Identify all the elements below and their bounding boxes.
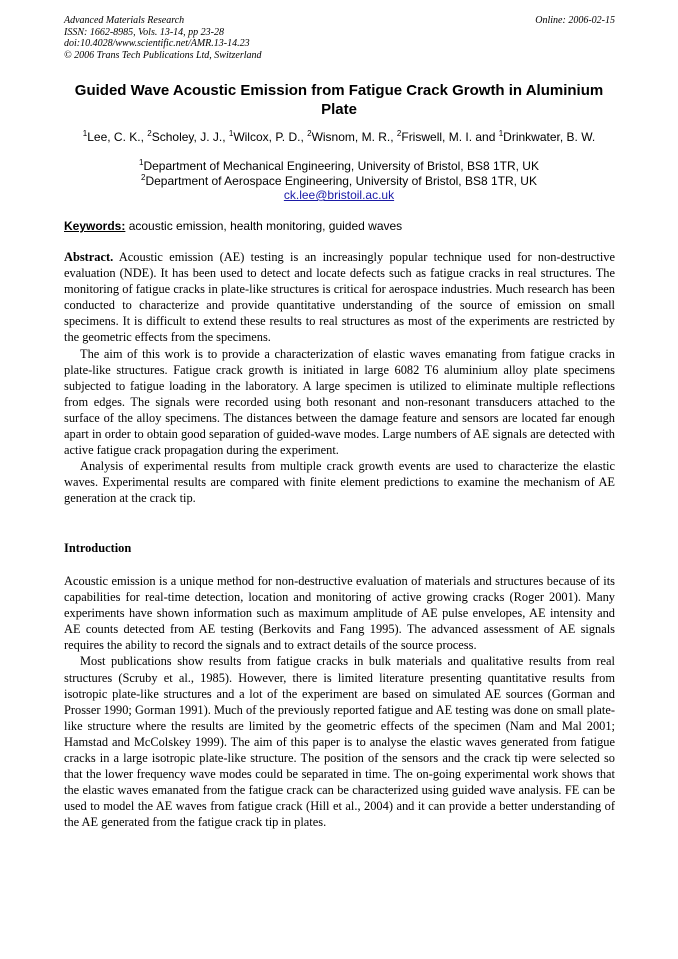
doi-line: doi:10.4028/www.scientific.net/AMR.13-14.23 — [64, 38, 250, 49]
author — [307, 130, 397, 144]
section-heading-introduction: Introduction — [64, 541, 132, 555]
author-affil-marker: 2 — [307, 129, 312, 138]
affiliations — [64, 159, 614, 203]
author — [229, 130, 307, 144]
journal-name: Advanced Materials Research — [64, 15, 185, 26]
author-name: Wilcox, P. D., — [233, 130, 308, 144]
affiliation-text: Department of Aerospace Engineering, University of Bristol, BS8 1TR, UK — [145, 173, 537, 188]
abstract-text: Acoustic emission (AE) testing is an increasingly popular technique used for non-destructive evaluation (NDE). It has been used to detect and locate defects such as fatigue cracks in real structures. The monitoring of fatigue cracks in plate-like structures is critical for aerospace industries. Much research has been conducted to characterize and provide quantitative understanding of the source of emission on small specimens. It is difficult to extend these results to real structures as most of the experiments are restricted by the geometric effects from the specimens. — [64, 250, 615, 345]
intro-paragraph: Acoustic emission is a unique method for non-destructive evaluation of materials and structures because of its capabilities for real-time detection, location and monitoring of active growing cracks (Roger 2001). Many experiments have shown information such as maximum amplitude of AE pulse envelopes, AE intensity and AE counts detected from AE testing (Berkovits and Fang 1995). The advanced assessment of AE signals requires the ability to record the signals and to extract details of the source process. — [64, 574, 615, 653]
author-affil-marker: 1 — [82, 129, 88, 138]
header-left — [64, 15, 262, 61]
email-link[interactable]: ck.lee@bristoil.ac.uk — [283, 188, 395, 202]
abstract-section — [64, 249, 615, 507]
intro-paragraph: Most publications show results from fatigue cracks in bulk materials and qualitative results from real structures (Scruby et al., 1985). However, there is limited literature presenting quantitative results from isotropic plate-like structures and a lot of the experiment are based on simulated AE sources (Gorman and Prosser 1990; Gorman 1991). Much of the previously reported fatigue and AE testing was done on small plate-like structure where the results are limited by the geometric effects of the specimen (Nam and Mal 2001; Hamstad and McColskey 1999). The aim of this paper is to analyse the elastic waves generated from fatigue cracks in a large isotropic plate-like structure. The position of the sensors and the crack tip were selected so that the lower frequency wave modes could be separated in time. The on-going experimental work shows that the elastic waves emanated from the fatigue crack can be characterized using guided wave analysis. FE can be used to model the AE waves from fatigue crack (Hill et al., 2004) and it can provide a better understanding of the AE generated from the fatigue crack tip in plates. — [64, 654, 615, 830]
abstract-label: Abstract. — [64, 250, 114, 264]
author-name: Wisnom, M. R., — [311, 130, 397, 144]
affiliation-marker: 2 — [141, 172, 146, 182]
paper-title: Guided Wave Acoustic Emission from Fatigue Crack Growth in Aluminium Plate — [74, 82, 604, 118]
abstract-paragraph: Analysis of experimental results from multiple crack growth events are used to characterize the elastic waves. Experimental results are compared with finite element predictions to examine the mechanism of AE generation at the crack tip. — [64, 459, 615, 506]
author — [397, 130, 499, 144]
author-name: Drinkwater, B. W. — [503, 130, 596, 144]
author-affil-marker: 1 — [228, 129, 234, 138]
author-affil-marker: 2 — [147, 129, 152, 138]
author — [499, 130, 595, 144]
author — [83, 130, 147, 144]
online-date: Online: 2006-02-15 — [535, 15, 615, 26]
author-list — [40, 130, 638, 144]
affiliation-text: Department of Mechanical Engineering, University of Bristol, BS8 1TR, UK — [143, 159, 539, 173]
author-affil-marker: 1 — [498, 129, 504, 138]
author-affil-marker: 2 — [396, 129, 402, 138]
keywords-line — [64, 219, 614, 233]
issn-line: ISSN: 1662-8985, Vols. 13-14, pp 23-28 — [64, 26, 224, 38]
affiliation-marker: 1 — [139, 158, 144, 167]
abstract-paragraph — [64, 249, 615, 346]
author — [147, 130, 229, 144]
author-name: Lee, C. K., — [87, 130, 148, 144]
keywords-text: acoustic emission, health monitoring, guided waves — [125, 219, 403, 233]
author-name: Scholey, J. J., — [151, 130, 229, 144]
introduction-section — [64, 573, 615, 831]
affiliation — [64, 174, 614, 189]
keywords-label: Keywords: — [64, 219, 126, 233]
copyright-line: © 2006 Trans Tech Publications Ltd, Switzerland — [64, 49, 262, 61]
abstract-paragraph: The aim of this work is to provide a characterization of elastic waves emanating from fatigue cracks in plate-like structures. Fatigue crack growth is initiated in large 6082 T6 aluminium alloy plate specimens subjected to fatigue loading in the laboratory. A large specimen is utilized to eliminate multiple reflections from edges. The signals were recorded using both resonant and non-resonant transducers attached to the surface of the alloy specimens. The distances between the damage feature and sensors are located far enough apart in order to obtain good separation of guided-wave modes. Large numbers of AE signals are detected with active fatigue crack propagation during the experiment. — [64, 346, 615, 458]
author-name: Friswell, M. I. and — [401, 130, 499, 144]
affiliation — [64, 159, 614, 174]
